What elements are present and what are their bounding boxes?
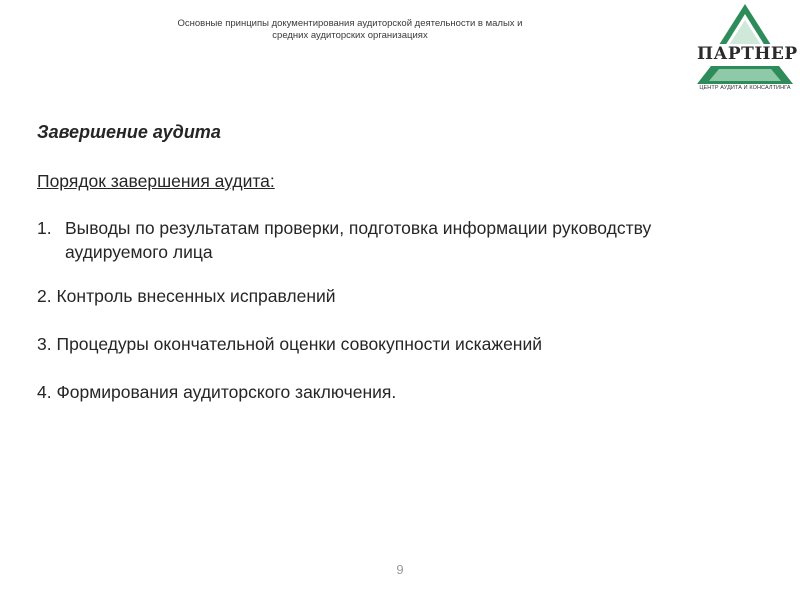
list-item-number: 3.	[37, 334, 52, 354]
page-number: 9	[396, 562, 404, 577]
list-item	[37, 216, 757, 264]
list-item-number: 4.	[37, 382, 52, 402]
pyramid-base-inner	[709, 69, 781, 81]
list-item	[37, 332, 757, 356]
list-item-number: 1.	[37, 218, 52, 238]
logo-tagline: ЦЕНТР АУДИТА И КОНСАЛТИНГА	[699, 85, 791, 91]
slide-content	[37, 122, 757, 428]
slide-subtitle	[37, 171, 757, 192]
partner-logo	[695, 2, 798, 97]
list-item-text: Процедуры окончательной оценки совокупности искажений	[56, 334, 543, 354]
header-line-1: Основные принципы документирования аудиторской деятельности в малых и	[177, 18, 523, 29]
document-header	[150, 18, 550, 42]
logo-name: ПАРТНЕР	[697, 44, 798, 64]
list-item-text: Формирования аудиторского заключения.	[56, 382, 397, 402]
header-line-2: средних аудиторских организациях	[272, 30, 428, 41]
subtitle-text: Порядок завершения аудита:	[37, 171, 275, 191]
slide-title: Завершение аудита	[37, 122, 221, 142]
list-item-number: 2.	[37, 286, 52, 306]
list-item-text: Выводы по результатам проверки, подготовка информации руководству аудируемого лица	[65, 218, 652, 262]
list-item-text: Контроль внесенных исправлений	[56, 286, 336, 306]
list-item	[37, 284, 757, 308]
list-item	[37, 380, 757, 404]
